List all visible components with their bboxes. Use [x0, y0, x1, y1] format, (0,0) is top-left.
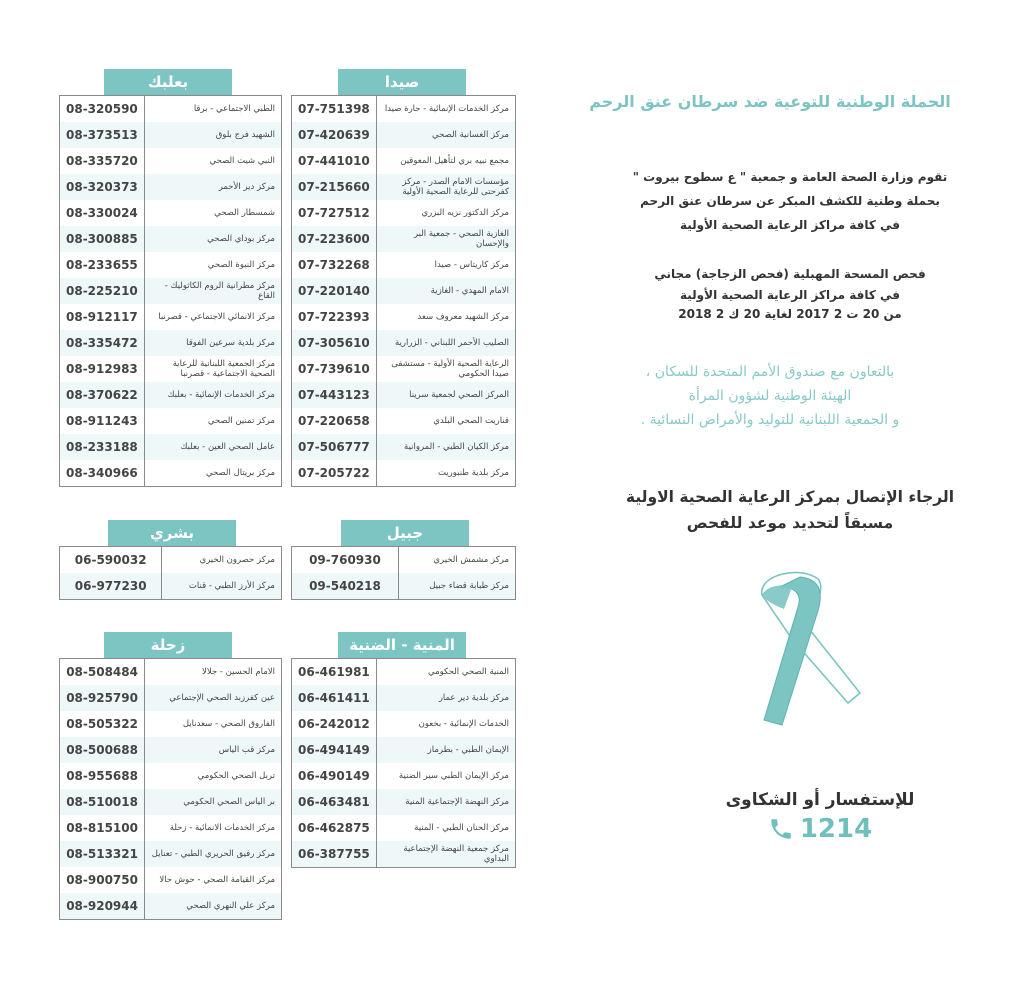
directory-table-jbeil — [291, 546, 516, 600]
phone-number[interactable]: 08-335720 — [66, 154, 138, 168]
region-header-zahle: زحلة — [104, 632, 232, 658]
phone-number[interactable]: 08-912983 — [66, 362, 138, 376]
hotline-number[interactable]: 1214 — [799, 814, 873, 844]
directory-table-minieh — [291, 658, 516, 868]
center-name: المنية الصحي الحكومي — [376, 659, 515, 686]
center-name: بر الياس الصحي الحكومي — [145, 789, 282, 815]
directory-row — [60, 547, 282, 574]
directory-row — [60, 200, 282, 226]
phone-number[interactable]: 08-900750 — [66, 873, 138, 887]
center-name: مركز الخدمات الإنمائية - بعلبك — [144, 382, 281, 408]
directory-row — [292, 226, 516, 252]
phone-number[interactable]: 06-387755 — [292, 841, 377, 868]
phone-number[interactable]: 07-739610 — [298, 362, 370, 376]
directory-row — [60, 408, 282, 434]
directory-row — [292, 573, 516, 600]
phone-number[interactable]: 07-727512 — [298, 206, 370, 220]
directory-row — [292, 737, 516, 763]
center-name: المركز الصحي لجمعية سرينا — [376, 382, 515, 408]
phone-number[interactable]: 07-223600 — [292, 226, 377, 252]
center-name: مجمع نبيه بري لتأهيل المعوقين — [376, 148, 515, 174]
directory-row — [292, 408, 516, 434]
phone-number[interactable]: 08-508484 — [66, 665, 138, 679]
directory-row — [292, 841, 516, 868]
center-name: مركز جمعية النهضة الإجتماعية البداوي — [376, 841, 515, 868]
center-name: مركز الكيان الطبي - المروانية — [376, 434, 515, 460]
center-name: الرعاية الصحية الأولية - مستشفى صيدا الحكومي — [376, 356, 515, 382]
phone-number[interactable]: 07-722393 — [298, 310, 370, 324]
directory-row — [60, 711, 282, 737]
center-name: الصليب الأحمر اللبناني - الزرارية — [376, 330, 515, 356]
center-name: النبي شيت الصحي — [144, 148, 281, 174]
directory-row — [60, 460, 282, 487]
phone-number[interactable]: 06-462875 — [298, 821, 370, 835]
phone-number[interactable]: 06-490149 — [298, 769, 370, 783]
directory-row — [60, 278, 282, 304]
directory-row — [60, 789, 282, 815]
phone-number[interactable]: 08-320373 — [60, 174, 145, 200]
contact-line: الرجاء الإتصال بمركز الرعاية الصحية الاولية — [625, 488, 955, 506]
directory-row — [60, 659, 282, 686]
phone-number[interactable]: 06-977230 — [60, 573, 162, 600]
intro-line: بحملة وطنية للكشف المبكر عن سرطان عنق الرحم — [640, 194, 940, 208]
directory-row — [60, 148, 282, 174]
directory-table-bsharri — [59, 546, 282, 600]
campaign-offer — [600, 262, 980, 324]
directory-row — [292, 96, 516, 123]
phone-number[interactable]: 07-420639 — [292, 122, 377, 148]
directory-row — [292, 685, 516, 711]
directory-row — [60, 841, 282, 867]
phone-number[interactable]: 07-305610 — [292, 330, 377, 356]
intro-line: في كافة مراكز الرعاية الصحية الأولية — [680, 218, 900, 232]
directory-row — [60, 685, 282, 711]
center-name: مركز النهضة الإجتماعية المنية — [376, 789, 515, 815]
directory-row — [292, 547, 516, 574]
directory-row — [292, 789, 516, 815]
center-name: مركز الحنان الطبي - المنية — [376, 815, 515, 841]
directory-row — [292, 330, 516, 356]
directory-row — [60, 382, 282, 408]
center-name: مركز دير الأحمر — [144, 174, 281, 200]
center-name: الشهيد فرج بلوق — [144, 122, 281, 148]
directory-row — [60, 893, 282, 920]
center-name: مركز الخدمات الإنمائية - حارة صيدا — [376, 96, 515, 123]
phone-number[interactable]: 06-461981 — [298, 665, 370, 679]
center-name: مركز الانمائي الاجتماعي - قصرنبا — [144, 304, 281, 330]
partner-line: الهيئة الوطنية لشؤون المرأة — [688, 388, 852, 404]
directory-row — [60, 174, 282, 200]
center-name: الإيمان الطبي - بطرماز — [376, 737, 515, 763]
phone-number[interactable]: 06-461411 — [292, 685, 377, 711]
directory-row — [292, 434, 516, 460]
phone-number[interactable]: 08-505322 — [66, 717, 138, 731]
partner-line: بالتعاون مع صندوق الأمم المتحدة للسكان ، — [645, 364, 895, 380]
center-name: مركز بريتال الصحي — [144, 460, 281, 487]
phone-number[interactable]: 08-815100 — [66, 821, 138, 835]
center-name: مركز الإيمان الطبي سير الضنية — [376, 763, 515, 789]
region-header-baalbek: بعلبك — [104, 69, 232, 95]
directory-row — [60, 763, 282, 789]
phone-number[interactable]: 07-443123 — [292, 382, 377, 408]
phone-number[interactable]: 08-373513 — [60, 122, 145, 148]
phone-number[interactable]: 08-320590 — [66, 102, 138, 116]
center-name: مركز حصرون الخيري — [162, 547, 282, 574]
center-name: مركز النبوة الصحي — [144, 252, 281, 278]
center-name: مركز بلدية طنبوريت — [376, 460, 515, 487]
center-name: عين كفرزبد الصحي الإجتماعي — [145, 685, 282, 711]
center-name: مركز كاريتاس - صيدا — [376, 252, 515, 278]
phone-number[interactable]: 07-441010 — [298, 154, 370, 168]
campaign-contact — [600, 484, 980, 536]
center-name: مركز بلدية دير عمار — [376, 685, 515, 711]
phone-number[interactable]: 06-463481 — [292, 789, 377, 815]
center-name: قناريت الصحي البلدي — [376, 408, 515, 434]
campaign-title: الحملة الوطنية للتوعية ضد سرطان عنق الرحم — [589, 92, 951, 111]
directory-row — [292, 382, 516, 408]
phone-number[interactable]: 08-912117 — [66, 310, 138, 324]
directory-row — [60, 737, 282, 763]
center-name: مركز بوداي الصحي — [144, 226, 281, 252]
directory-row — [292, 659, 516, 686]
directory-table-saida — [291, 95, 516, 487]
phone-number[interactable]: 08-911243 — [66, 414, 138, 428]
partner-line: و الجمعية اللبنانية للتوليد والأمراض النسائية . — [640, 412, 900, 428]
region-header-jbeil: جبيل — [341, 520, 469, 546]
phone-number[interactable]: 08-500688 — [60, 737, 145, 763]
campaign-partners — [560, 360, 980, 432]
phone-icon — [768, 816, 794, 842]
directory-row — [292, 200, 516, 226]
center-name: تربل الصحي الحكومي — [145, 763, 282, 789]
directory-row — [60, 122, 282, 148]
directory-row — [292, 356, 516, 382]
phone-number[interactable]: 08-925790 — [60, 685, 145, 711]
directory-row — [60, 356, 282, 382]
center-name: مؤسسات الامام الصدر - مركز كفرحتى للرعاية الصحية الأولية — [376, 174, 515, 200]
phone-number[interactable]: 08-330024 — [66, 206, 138, 220]
directory-row — [292, 122, 516, 148]
center-name: الطبي الاجتماعي - برقا — [144, 96, 281, 123]
contact-line: مسبقاً لتحديد موعد للفحص — [686, 514, 894, 532]
offer-line: في كافة مراكز الرعاية الصحية الأولية — [680, 288, 900, 302]
phone-number[interactable]: 08-340966 — [66, 466, 138, 480]
phone-number[interactable]: 07-205722 — [298, 466, 370, 480]
phone-number[interactable]: 06-242012 — [298, 717, 370, 731]
directory-row — [60, 330, 282, 356]
inquiry-label: للإستفسار أو الشكاوى — [725, 790, 915, 810]
center-name: مركز رفيق الحريري الطبي - تعنايل — [145, 841, 282, 867]
center-name: الغازية الصحي - جمعية البر والإحسان — [376, 226, 515, 252]
phone-number[interactable]: 09-760930 — [309, 553, 381, 567]
region-header-bsharri: بشري — [108, 520, 236, 546]
directory-row — [60, 96, 282, 123]
center-name: الامام الحسين - جلالا — [145, 659, 282, 686]
offer-line: فحص المسحة المهبلية (فحص الزجاجة) مجاني — [654, 267, 926, 281]
phone-number[interactable]: 07-215660 — [292, 174, 377, 200]
directory-row — [292, 278, 516, 304]
awareness-ribbon-icon — [740, 565, 890, 735]
center-name: مركز تمنين الصحي — [144, 408, 281, 434]
phone-number[interactable]: 08-233655 — [66, 258, 138, 272]
directory-row — [292, 763, 516, 789]
center-name: مركز مطرانية الروم الكاثوليك - القاع — [144, 278, 281, 304]
directory-row — [292, 815, 516, 841]
center-name: الامام المهدي - الغازية — [376, 278, 515, 304]
directory-row — [60, 226, 282, 252]
phone-number[interactable]: 09-540218 — [292, 573, 399, 600]
phone-number[interactable]: 07-220140 — [292, 278, 377, 304]
center-name: مركز الجمعية اللبنانية للرعاية الصحية الاجتماعية - قصرنبا — [144, 356, 281, 382]
phone-number[interactable]: 06-494149 — [292, 737, 377, 763]
phone-number[interactable]: 08-225210 — [60, 278, 145, 304]
phone-number[interactable]: 07-220658 — [298, 414, 370, 428]
offer-line: من 20 ت 2 2017 لغاية 20 ك 2 2018 — [678, 307, 902, 321]
directory-row — [292, 174, 516, 200]
center-name: مركز علي النهري الصحي — [145, 893, 282, 920]
directory-row — [292, 304, 516, 330]
phone-number[interactable]: 08-513321 — [60, 841, 145, 867]
intro-line: تقوم وزارة الصحة العامة و جمعية " ع سطوح بيروت " — [632, 170, 948, 184]
center-name: مركز الخدمات الانمائية - زحلة — [145, 815, 282, 841]
center-name: عامل الصحي العين - بعلبك — [144, 434, 281, 460]
phone-number[interactable]: 07-506777 — [292, 434, 377, 460]
directory-row — [60, 304, 282, 330]
center-name: مركز قب الياس — [145, 737, 282, 763]
hotline — [700, 814, 940, 844]
phone-number[interactable]: 07-732268 — [298, 258, 370, 272]
center-name: مركز الدكتور نزيه البزري — [376, 200, 515, 226]
center-name: مركز الشهيد معروف سعد — [376, 304, 515, 330]
phone-number[interactable]: 08-920944 — [60, 893, 145, 920]
directory-row — [60, 867, 282, 893]
directory-table-zahle — [59, 658, 282, 920]
directory-table-baalbek — [59, 95, 282, 487]
center-name: مركز الأرز الطبي - قنات — [162, 573, 282, 600]
center-name: مركز مشمش الخيري — [398, 547, 515, 574]
directory-row — [292, 148, 516, 174]
center-name: الفاروق الصحي - سعدنايل — [145, 711, 282, 737]
center-name: مركز القيامة الصحي - حوش حالا — [145, 867, 282, 893]
directory-row — [60, 434, 282, 460]
phone-number[interactable]: 06-590032 — [74, 553, 147, 567]
phone-number[interactable]: 08-335472 — [60, 330, 145, 356]
region-header-minieh: المنية - الضنية — [338, 632, 466, 658]
phone-number[interactable]: 08-370622 — [60, 382, 145, 408]
center-name: مركز طبابة قضاء جبيل — [398, 573, 515, 600]
phone-number[interactable]: 08-300885 — [60, 226, 145, 252]
region-header-saida: صيدا — [338, 69, 466, 95]
campaign-intro — [600, 165, 980, 237]
directory-row — [60, 252, 282, 278]
center-name: الخدمات الإنمائية - بخعون — [376, 711, 515, 737]
center-name: مركز الغسانية الصحي — [376, 122, 515, 148]
phone-number[interactable]: 07-751398 — [298, 102, 370, 116]
phone-number[interactable]: 08-233188 — [60, 434, 145, 460]
directory-row — [292, 460, 516, 487]
directory-row — [60, 573, 282, 600]
directory-row — [292, 711, 516, 737]
phone-number[interactable]: 08-510018 — [60, 789, 145, 815]
center-name: شمسطار الصحي — [144, 200, 281, 226]
directory-row — [292, 252, 516, 278]
directory-row — [60, 815, 282, 841]
phone-number[interactable]: 08-955688 — [66, 769, 138, 783]
center-name: مركز بلدية سرعين الفوقا — [144, 330, 281, 356]
